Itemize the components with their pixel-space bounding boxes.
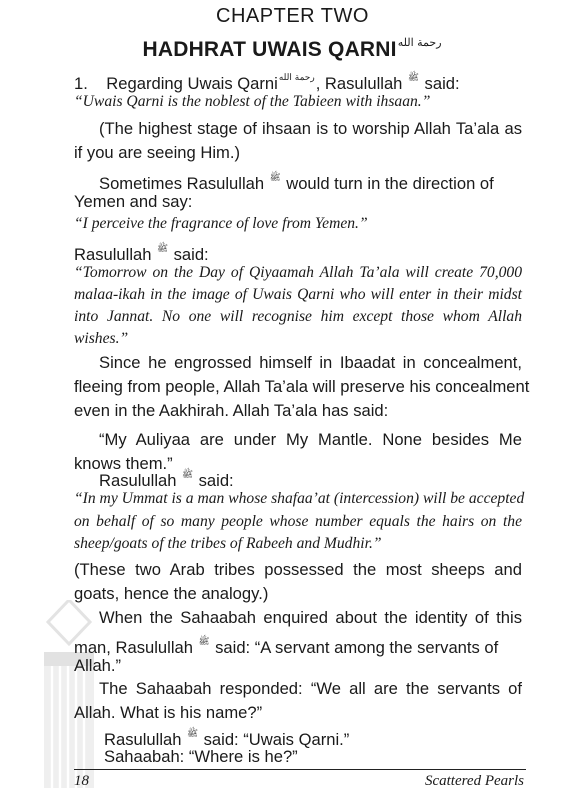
body-line: goats, hence the analogy.) [74, 584, 269, 603]
body-line: Allah.” [74, 656, 122, 675]
salawat-glyph-icon: ﷺ [408, 73, 419, 83]
body-line: Sahaabah: “Where is he?” [104, 747, 298, 766]
salawat-glyph-icon: ﷺ [198, 637, 210, 647]
honorific-glyph-icon: رحمة الله [397, 36, 442, 49]
text-span: said: “Uwais Qarni.” [203, 730, 350, 749]
quote-line: on behalf of so many people whose number equals the hairs on the [74, 513, 522, 530]
body-line: Since he engrossed himself in Ibaadat in concealment, [99, 353, 522, 372]
quote-line: “Uwais Qarni is the noblest of the Tabieen with ihsaan.” [74, 93, 431, 110]
body-line: “My Auliyaa are under My Mantle. None besides Me [99, 430, 522, 449]
quote-line: sheep/goats of the tribes of Rabeeh and Mudhir.” [74, 535, 382, 552]
text-span: said: [173, 245, 209, 264]
body-line: fleeing from people, Allah Ta’ala will preserve his concealment [74, 377, 530, 396]
page-number: 18 [74, 773, 89, 789]
body-line: The Sahaabah responded: “We all are the servants of [99, 679, 522, 698]
salawat-glyph-icon: ﷺ [269, 173, 281, 183]
text-span: said: [198, 471, 234, 490]
text-span: Regarding Uwais Qarni [106, 74, 278, 93]
salawat-glyph-icon: ﷺ [187, 729, 198, 739]
body-line: knows them.” [74, 454, 173, 473]
quote-line: into Jannat. No one will recognise him except those whom Allah [74, 308, 522, 325]
body-line: (These two Arab tribes possessed the most sheeps and [74, 560, 522, 579]
salawat-glyph-icon: ﷺ [182, 470, 193, 480]
chapter-heading: CHAPTER TWO [216, 5, 369, 27]
body-line: Allah. What is his name?” [74, 703, 263, 722]
item-number: 1. [74, 74, 88, 93]
body-line: even in the Aakhirah. Allah Ta’ala has said: [74, 401, 389, 420]
book-binding-icon [40, 600, 98, 788]
quote-line: “Tomorrow on the Day of Qiyaamah Allah Ta’ala will create 70,000 [74, 264, 522, 281]
body-line: When the Sahaabah enquired about the identity of this [99, 608, 522, 627]
honorific-glyph-icon: رحمة الله [278, 73, 315, 83]
text-span: said: [424, 74, 460, 93]
text-span: man, Rasulullah [74, 638, 193, 657]
body-line [74, 237, 522, 264]
body-line [74, 66, 522, 93]
body-line: (The highest stage of ihsaan is to worship Allah Ta’ala as [99, 119, 522, 138]
text-span: Rasulullah [74, 245, 152, 264]
footer-rule [74, 769, 526, 770]
body-line [74, 630, 522, 657]
salawat-glyph-icon: ﷺ [157, 244, 168, 254]
chapter-title [0, 36, 585, 62]
text-span: Rasulullah [104, 730, 182, 749]
body-line [99, 166, 522, 193]
text-span: Sometimes Rasulullah [99, 174, 265, 193]
body-line: if you are seeing Him.) [74, 143, 241, 162]
quote-line: wishes.” [74, 330, 129, 347]
book-title-footer: Scattered Pearls [424, 773, 524, 789]
quote-line: “In my Ummat is a man whose shafaa’at (intercession) will be accepted [74, 490, 525, 507]
text-span: Rasulullah [99, 471, 177, 490]
quote-line: “I perceive the fragrance of love from Yemen.” [74, 215, 368, 232]
text-span: said: “A servant among the servants of [215, 638, 499, 657]
body-line: Yemen and say: [74, 192, 193, 211]
quote-line: malaa-ikah in the image of Uwais Qarni who will enter in their midst [74, 286, 522, 303]
body-line [99, 463, 547, 490]
chapter-title-text: HADHRAT UWAIS QARNI [142, 38, 397, 61]
body-line [104, 722, 552, 749]
text-span: would turn in the direction of [286, 174, 494, 193]
text-span: , Rasulullah [315, 74, 403, 93]
